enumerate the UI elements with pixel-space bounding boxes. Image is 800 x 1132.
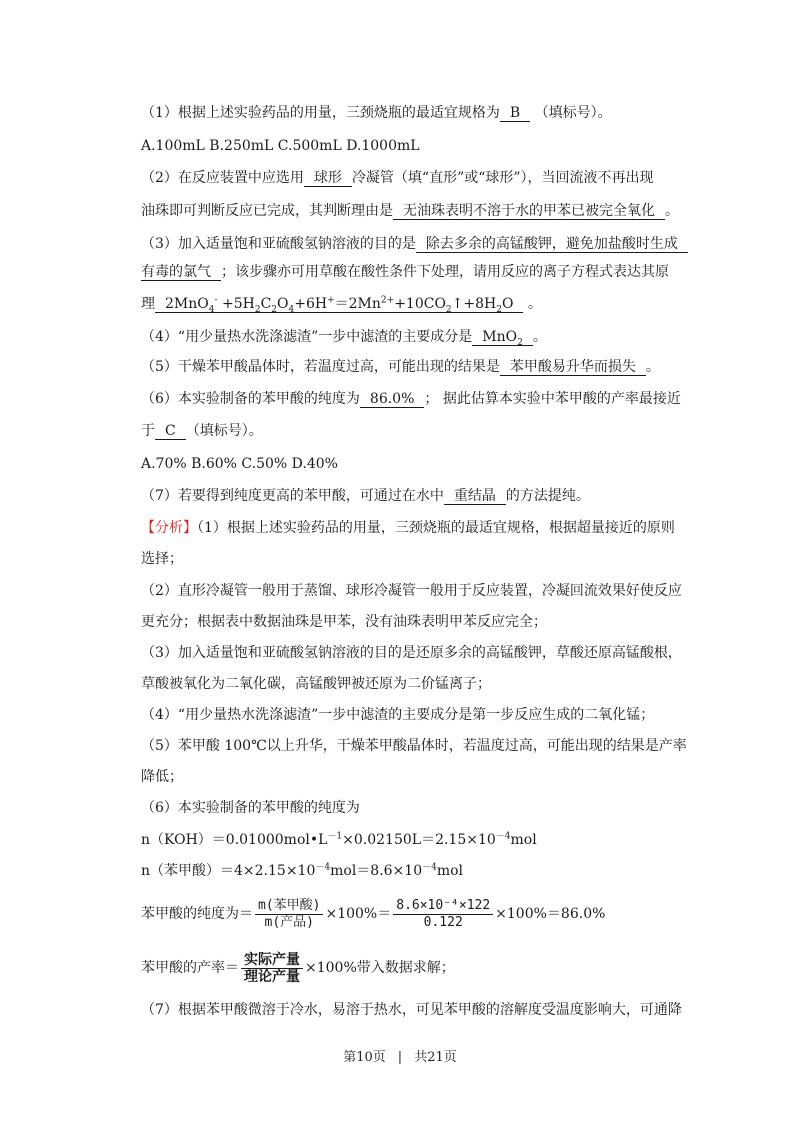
analysis-tag: 【分析】 — [141, 520, 197, 536]
q3-text-b: ；该步骤亦可用草酸在酸性条件下处理，请用反应的离子方程式表达其原 — [221, 264, 669, 280]
q2-text: （2）在反应装置中应选用 — [141, 170, 304, 186]
purity-fraction-1: $\frac{\text{m(苯甲酸)}}{\text{m(产品)}}$ — [255, 898, 323, 931]
q4-text: （4）“用少量热水洗涤滤渣”一步中滤渣的主要成分是 — [141, 329, 473, 345]
q6-text-b: ； 据此估算本实验中苯甲酸的产率最接近 — [424, 391, 681, 407]
q6-options: A.70% B.60% C.50% D.40% — [141, 456, 338, 472]
q5-line — [141, 357, 701, 377]
q6-answer-1: 86.0% — [360, 391, 424, 408]
q1-answer: B — [500, 105, 530, 122]
q1-options: A.100mL B.250mL C.500mL D.1000mL — [141, 138, 420, 154]
analysis-2b: 更充分；根据表中数据油珠是甲苯，没有油珠表明甲苯反应完全； — [141, 614, 547, 630]
q5-answer: 苯甲酸易升华而损失 — [500, 359, 646, 376]
purity-fraction-2: $\frac{\text{8.6×10⁻⁴×122}}{0.122}$ — [393, 898, 493, 931]
q1-text: （1）根据上述实验药品的用量，三颈烧瓶的最适宜规格为 — [141, 105, 500, 121]
q3-line-1 — [141, 234, 701, 254]
q6-line-2 — [141, 421, 701, 441]
page-total: 共21页 — [414, 1050, 457, 1065]
q3-answer-1a: 除去多余的高锰酸钾，避免加盐酸时生成 — [416, 236, 688, 253]
analysis-2a: （2）直形冷凝管一般用于蒸馏、球形冷凝管一般用于反应装置，冷凝回流效果好使反应 — [141, 583, 682, 599]
q5-text-b: 。 — [645, 359, 660, 375]
analysis-4: （4）“用少量热水洗涤滤渣”一步中滤渣的主要成分是第一步反应生成的二氧化锰； — [141, 707, 655, 723]
q7-text-b: 的方法提纯。 — [505, 488, 590, 504]
q3-answer-1b: 有毒的氯气 — [141, 264, 221, 281]
analysis-3a: （3）加入适量饱和亚硫酸氢钠溶液的目的是还原多余的高锰酸钾，草酸还原高锰酸根， — [141, 645, 682, 661]
q6-text: （6）本实验制备的苯甲酸的纯度为 — [141, 391, 360, 407]
q2-line-2 — [141, 201, 701, 221]
q2-text-b: 冷凝管（填“直形”或“球形”），当回流液不再出现 — [351, 170, 654, 186]
q2-text-d: 。 — [665, 203, 679, 219]
analysis-5b: 降低； — [141, 769, 183, 785]
yield-formula: 苯甲酸的产率＝ $\frac{\text{实际产量}}{\text{理论产量}}$ ×100%带入数据求解； — [141, 951, 455, 985]
page-number: 第10页 — [343, 1050, 386, 1065]
q4-answer: MnO$_2$ — [472, 329, 533, 346]
q3-equation: $2MnO_4^- +5H_2C_2O_4+6H^+=2Mn^{2+}+10CO_2↑+8H_2O$ — [155, 296, 523, 313]
analysis-6: （6）本实验制备的苯甲酸的纯度为 — [141, 800, 360, 816]
q7-line — [141, 486, 701, 506]
q6-answer-2: C — [155, 423, 186, 440]
q7-text: （7）若要得到纯度更高的苯甲酸，可通过在水中 — [141, 488, 444, 504]
footer-separator: | — [397, 1050, 403, 1065]
q3-text-d: 。 — [527, 296, 542, 312]
analysis-line-1 — [141, 518, 701, 538]
q4-line — [141, 327, 701, 347]
analysis-7: （7）根据苯甲酸微溶于冷水，易溶于热水，可见苯甲酸的溶解度受温度影响大，可通降 — [141, 1002, 682, 1018]
q2-answer-1: 球形 — [304, 170, 352, 187]
n-benzoic-line: n（苯甲酸）$=4\times 2.15\times 10^{-4}mol=8.6\times 10^{-4}mol$ — [141, 862, 464, 879]
q6-text-d: （填标号）。 — [185, 423, 263, 439]
page-footer — [0, 1046, 800, 1065]
q6-line-1 — [141, 389, 701, 409]
purity-label: 苯甲酸的纯度为＝ — [141, 906, 253, 922]
q1-line — [141, 103, 701, 123]
purity-formula: 苯甲酸的纯度为＝ $\frac{\text{m(苯甲酸)}}{\text{m(产品)}}$ ×100%＝ $\frac{\text{8.6×10⁻⁴×122}}{0.122}$ ×100%＝86.0% — [141, 897, 606, 930]
analysis-5a: （5）苯甲酸 100℃以上升华，干燥苯甲酸晶体时，若温度过高，可能出现的结果是产率 — [141, 738, 687, 754]
q2-line-1 — [141, 168, 701, 188]
n-koh-line: $n(KOH)=0.01000mol•L^{-1}\times 0.02150L=2.15\times 10^{-4}mol$ — [141, 831, 537, 848]
analysis-3b: 草酸被氧化为二氧化碳，高锰酸钾被还原为二价锰离子； — [141, 676, 491, 692]
yield-fraction: $\frac{\text{实际产量}}{\text{理论产量}}$ — [241, 952, 303, 985]
yield-label: 苯甲酸的产率＝ — [141, 960, 239, 976]
q3-text-c: 理 — [141, 296, 155, 312]
q2-answer-2: 无油珠表明不溶于水的甲苯已被完全氧化 — [393, 203, 665, 220]
analysis-1a: （1）根据上述实验药品的用量，三颈烧瓶的最适宜规格，根据超量接近的原则 — [197, 520, 675, 536]
q1-hint: （填标号）。 — [534, 105, 612, 121]
q2-text-c: 油珠即可判断反应已完成，其判断理由是 — [141, 203, 393, 219]
analysis-1b: 选择； — [141, 551, 183, 567]
q3-text: （3）加入适量饱和亚硫酸氢钠溶液的目的是 — [141, 236, 416, 252]
q3-line-3 — [141, 294, 701, 314]
q3-line-2 — [141, 262, 701, 282]
q6-text-c: 于 — [141, 423, 155, 439]
q5-text: （5）干燥苯甲酸晶体时，若温度过高，可能出现的结果是 — [141, 359, 500, 375]
q7-answer: 重结晶 — [444, 488, 506, 505]
q4-text-b: 。 — [532, 329, 547, 345]
